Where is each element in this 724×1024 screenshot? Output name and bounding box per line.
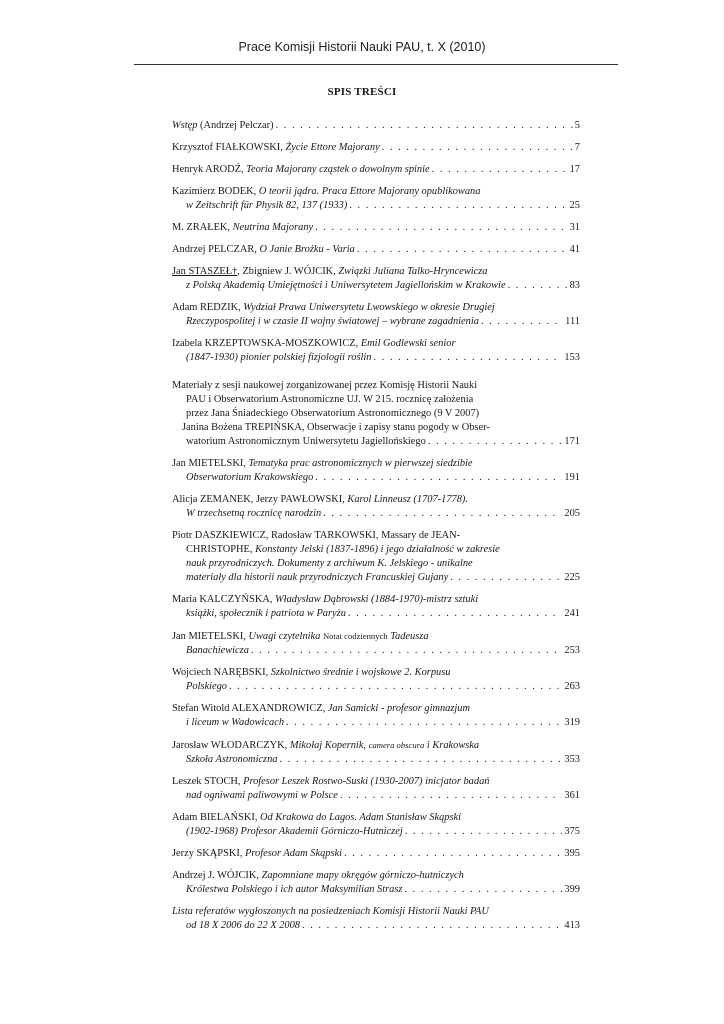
toc-entry: [172, 847, 580, 861]
leader-dots: [344, 847, 562, 861]
entry-title-continued: Polskiego: [186, 681, 227, 692]
entry-author: Jerzy SKĄPSKI,: [172, 848, 246, 859]
entry-title: Profesor Leszek Rostwo-Suski (1930-2007) inicjator badań: [243, 776, 490, 787]
entry-author: Adam REDZIK,: [172, 302, 244, 313]
toc-entry: [172, 185, 580, 213]
toc-entry: [172, 337, 580, 365]
page-number: 205: [564, 508, 580, 519]
leader-dots: [428, 435, 563, 449]
entry-author: Adam BIELAŃSKI,: [172, 812, 261, 823]
toc-entry: [172, 265, 580, 293]
toc-entry: [172, 379, 580, 449]
entry-title-continued: Banachiewicza: [186, 645, 249, 656]
entry-author: Krzysztof FIAŁKOWSKI,: [172, 142, 286, 153]
entry-title: Profesor Adam Skąpski: [245, 848, 343, 859]
entry-title-continued: W trzechsetną rocznicę narodzin: [186, 508, 322, 519]
entry-title-continued: materiały dla historii nauk przyrodniczych Francuskiej Gujany: [186, 572, 449, 583]
leader-dots: [315, 471, 562, 485]
entry-title: Neutrina Majorany: [232, 222, 314, 233]
entry-title-continued: z Polską Akademią Umiejętności i Uniwersytetem Jagiellońskim w Krakowie: [186, 280, 506, 291]
entry-title: Karol Linneusz (1707-1778).: [347, 494, 468, 505]
leader-dots: [432, 163, 568, 177]
toc-entry: [172, 905, 580, 933]
entry-title-continued: nauk przyrodniczych. Dokumenty z archiwum K. Jelskiego - unikalne: [186, 558, 473, 569]
entry-author: Jan MIETELSKI,: [172, 458, 249, 469]
entry-title: Tadeusza: [387, 631, 429, 642]
toc-entry: [172, 141, 580, 155]
toc-entry: [172, 738, 580, 767]
session-text: watorium Astronomicznym Uniwersytetu Jagiellońskiego: [186, 436, 426, 447]
entry-author: Kazimierz BODEK,: [172, 186, 259, 197]
entry-author: Jarosław WŁODARCZYK,: [172, 740, 290, 751]
leader-dots: [251, 644, 562, 658]
running-header: Prace Komisji Historii Nauki PAU, t. X (2010): [238, 40, 486, 54]
toc-entry: [172, 593, 580, 621]
toc-entry: [172, 869, 580, 897]
entry-title: O Janie Brożku - Varia: [259, 244, 355, 255]
page-number: 395: [564, 848, 580, 859]
page-number: 25: [569, 200, 580, 211]
leader-dots: [481, 315, 563, 329]
entry-author: Alicja ZEMANEK, Jerzy PAWŁOWSKI,: [172, 494, 348, 505]
toc-entry: [172, 243, 580, 257]
leader-dots: [286, 716, 562, 730]
session-text: Janina Bożena TREPIŃSKA, Obserwacje i zapisy stanu pogody w Obser-: [182, 422, 490, 433]
entry-author: Henryk ARODŹ,: [172, 164, 247, 175]
entry-title: Zapomniane mapy okręgów górniczo-hutniczych: [261, 870, 464, 881]
page-number: 83: [569, 280, 580, 291]
entry-title: Szkolnictwo średnie i wojskowe 2. Korpusu: [270, 667, 451, 678]
entry-title: Teoria Majorany cząstek o dowolnym spinie: [246, 164, 430, 175]
page-number: 225: [564, 572, 580, 583]
page-number: 5: [574, 120, 580, 131]
entry-author: CHRISTOPHE,: [186, 544, 256, 555]
entry-title: Emil Godlewski senior: [360, 338, 456, 349]
leader-dots: [450, 571, 562, 585]
entry-author: , Zbigniew J. WÓJCIK,: [237, 266, 339, 277]
entry-title-continued: Obserwatorium Krakowskiego: [186, 472, 314, 483]
entry-title-continued: (1847-1930) pionier polskiej fizjologii roślin: [186, 352, 372, 363]
entry-title: Od Krakowa do Lagos. Adam Stanisław Skąpski: [260, 812, 462, 823]
toc-entry: [172, 301, 580, 329]
toc-entry: [172, 163, 580, 177]
page-number: 7: [574, 142, 580, 153]
entry-title-continued: książki, społecznik i patriota w Paryżu: [186, 608, 346, 619]
leader-dots: [405, 825, 563, 839]
page-number: 41: [569, 244, 580, 255]
table-of-contents: [172, 119, 580, 941]
toc-entry: [172, 529, 580, 585]
page-number: 17: [569, 164, 580, 175]
session-text: Materiały z sesji naukowej zorganizowanej przez Komisję Historii Nauki: [172, 380, 478, 391]
entry-title: Związki Juliana Talko-Hryncewicza: [338, 266, 488, 277]
entry-title: Władysław Dąbrowski (1884-1970)-mistrz sztuki: [275, 594, 479, 605]
leader-dots: [508, 279, 568, 293]
entry-title-continued: w Zeitschrift für Physik 82, 137 (1933): [186, 200, 348, 211]
leader-dots: [349, 199, 567, 213]
toc-entry: [172, 629, 580, 658]
entry-title: Uwagi czytelnika: [248, 631, 323, 642]
leader-dots: [382, 141, 573, 155]
page-number: 253: [564, 645, 580, 656]
page-number: 375: [564, 826, 580, 837]
toc-title: SPIS TREŚCI: [327, 86, 397, 98]
page-number: 399: [564, 884, 580, 895]
leader-dots: [348, 607, 563, 621]
entry-author: M. ZRAŁEK,: [172, 222, 233, 233]
session-text: przez Jana Śniadeckiego Obserwatorium Astronomicznego (9 V 2007): [186, 408, 480, 419]
entry-author: Leszek STOCH,: [172, 776, 244, 787]
entry-author: (Andrzej Pelczar): [197, 120, 274, 131]
page-number: 31: [569, 222, 580, 233]
toc-entry: [172, 119, 580, 133]
entry-title: Jan Samicki - profesor gimnazjum: [327, 703, 470, 714]
entry-title-continued: Szkoła Astronomiczna: [186, 754, 278, 765]
entry-author: Piotr DASZKIEWICZ, Radosław TARKOWSKI, Massary de JEAN-: [172, 530, 461, 541]
leader-dots: [315, 221, 567, 235]
entry-author: Maria KALCZYŃSKA,: [172, 594, 276, 605]
entry-author: Wojciech NARĘBSKI,: [172, 667, 271, 678]
leader-dots: [323, 507, 562, 521]
header-divider: [134, 64, 618, 65]
toc-entry: [172, 493, 580, 521]
entry-title-continued: i liceum w Wadowicach: [186, 717, 285, 728]
entry-title: Lista referatów wygłoszonych na posiedzeniach Komisji Historii Nauki PAU: [172, 906, 489, 917]
page-number: 191: [564, 472, 580, 483]
leader-dots: [276, 119, 573, 133]
entry-title: O teorii jądra. Praca Ettore Majorany opublikowana: [258, 186, 481, 197]
page-number: 413: [564, 920, 580, 931]
leader-dots: [280, 753, 563, 767]
leader-dots: [340, 789, 563, 803]
toc-entry: [172, 702, 580, 730]
entry-author: Izabela KRZEPTOWSKA-MOSZKOWICZ,: [172, 338, 361, 349]
entry-title-small: camera obscura: [368, 740, 425, 750]
leader-dots: [302, 919, 562, 933]
entry-title: Wstęp: [172, 120, 198, 131]
page-number: 353: [564, 754, 580, 765]
page-number: 263: [564, 681, 580, 692]
toc-entry: [172, 221, 580, 235]
toc-entry: [172, 775, 580, 803]
entry-title: i Krakowska: [424, 740, 480, 751]
entry-title-continued: Rzeczypospolitej i w czasie II wojny światowej – wybrane zagadnienia: [186, 316, 479, 327]
entry-author-underlined: Jan STASZEŁ†: [172, 266, 238, 277]
entry-title: Tematyka prac astronomicznych w pierwszej siedzibie: [248, 458, 473, 469]
entry-author: Andrzej J. WÓJCIK,: [172, 870, 262, 881]
session-text: PAU i Obserwatorium Astronomiczne UJ. W 215. rocznicę założenia: [186, 394, 474, 405]
entry-title-continued: od 18 X 2006 do 22 X 2008: [186, 920, 301, 931]
entry-title: Mikołaj Kopernik,: [289, 740, 369, 751]
page-number: 319: [564, 717, 580, 728]
leader-dots: [357, 243, 568, 257]
entry-title-continued: Królestwa Polskiego i ich autor Maksymilian Strasz: [186, 884, 403, 895]
leader-dots: [404, 883, 562, 897]
leader-dots: [373, 351, 562, 365]
entry-title: Konstanty Jelski (1837-1896) i jego działalność w zakresie: [255, 544, 500, 555]
entry-title: Wydział Prawa Uniwersytetu Lwowskiego w okresie Drugiej: [243, 302, 495, 313]
entry-title: Życie Ettore Majorany: [285, 142, 380, 153]
page-number: 171: [564, 436, 580, 447]
entry-author: Andrzej PELCZAR,: [172, 244, 260, 255]
leader-dots: [229, 680, 562, 694]
entry-author: Stefan Witold ALEXANDROWICZ,: [172, 703, 328, 714]
entry-title-small: Notat codziennych: [322, 631, 388, 641]
entry-author: Jan MIETELSKI,: [172, 631, 249, 642]
toc-entry: [172, 666, 580, 694]
entry-title-continued: (1902-1968) Profesor Akademii Górniczo-Hutniczej: [186, 826, 403, 837]
toc-entry: [172, 457, 580, 485]
page-number: 361: [564, 790, 580, 801]
page-number: 111: [565, 316, 580, 327]
entry-title-continued: nad ogniwami paliwowymi w Polsce: [186, 790, 338, 801]
page-number: 241: [564, 608, 580, 619]
page-number: 153: [564, 352, 580, 363]
toc-entry: [172, 811, 580, 839]
